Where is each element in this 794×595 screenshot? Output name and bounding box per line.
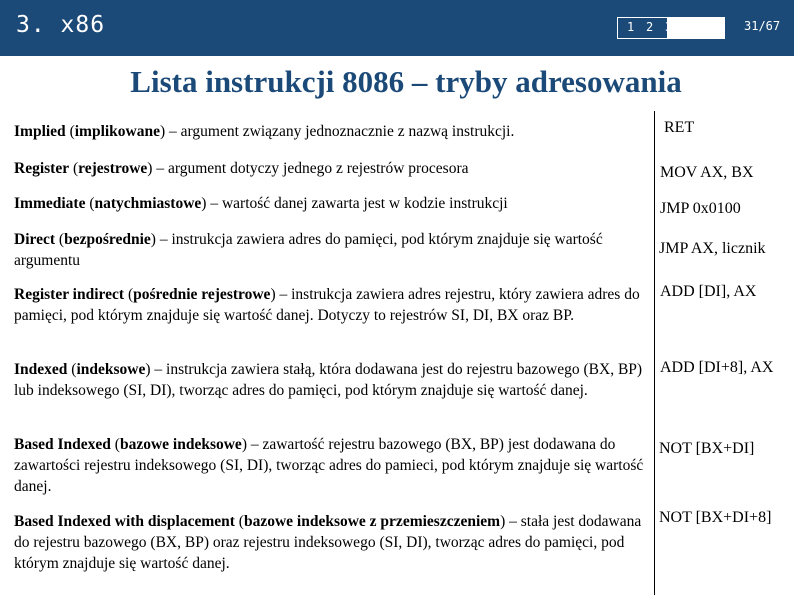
mode-text: – zawartość rejestru bazowego (BX, BP) jest dodawana do zawartości rejestru indeksowego (SI, DI), tworząc adres do pamieci, pod którym znajduje się wartość danej. xyxy=(14,436,644,495)
mode-example: ADD [DI], AX xyxy=(660,283,757,300)
slide-title: Lista instrukcji 8086 – tryby adresowania xyxy=(130,64,682,99)
mode-text: – argument dotyczy jednego z rejestrów procesora xyxy=(152,160,469,177)
mode-name-pl: bazowe indeksowe xyxy=(119,436,242,453)
mode-name: Register xyxy=(14,160,70,177)
mode-example: NOT [BX+DI] xyxy=(659,440,755,457)
mode-name-pl: bazowe indeksowe z przemieszczeniem xyxy=(243,513,501,530)
mode-name: Implied xyxy=(14,123,66,140)
mode-description: Direct (bezpośrednie) – instrukcja zawiera adres do pamięci, pod którym znajduje się wartość argumentu xyxy=(14,231,603,269)
mode-description: Based Indexed with displacement (bazowe indeksowe z przemieszczeniem) – stała jest dodawana do rejestru bazowego (BX, BP) oraz rejestru indeksowego (SI, DI), tworząc adres do pamięci, pod którym znajduje się wartość danej. xyxy=(14,513,642,572)
mode-example: JMP AX, licznik xyxy=(659,240,766,257)
mode-name-pl: natychmiastowe xyxy=(94,195,202,212)
mode-description: Implied (implikowane) – argument związany jednoznacznie z nazwą instrukcji. xyxy=(14,123,515,140)
mode-example: JMP 0x0100 xyxy=(660,200,741,217)
mode-name-pl: rejestrowe xyxy=(78,160,148,177)
progress-page-2[interactable]: 2 xyxy=(646,20,654,34)
mode-name: Based Indexed xyxy=(14,436,111,453)
mode-description: Register (rejestrowe) – argument dotyczy jednego z rejestrów procesora xyxy=(14,160,469,177)
mode-name: Direct xyxy=(14,231,56,248)
mode-text: – wartość danej zawarta jest w kodzie instrukcji xyxy=(206,195,508,212)
mode-text: – instrukcja zawiera stałą, która dodawana jest do rejestru bazowego (BX, BP) lub indeksowego (SI, DI), tworząc adres do pamięci, pod którym znajduje się wartość danej. xyxy=(14,361,643,399)
mode-name: Immediate xyxy=(14,195,86,212)
column-divider xyxy=(654,111,655,595)
mode-description: Based Indexed (bazowe indeksowe) – zawartość rejestru bazowego (BX, BP) jest dodawana do zawartości rejestru indeksowego (SI, DI), tworząc adres do pamieci, pod którym znajduje się wartość danej. xyxy=(14,436,644,495)
mode-text: – argument związany jednoznacznie z nazwą instrukcji. xyxy=(165,123,515,140)
progress-fill xyxy=(667,18,724,38)
mode-example: RET xyxy=(664,119,695,136)
mode-name-pl: indeksowe xyxy=(76,361,146,378)
mode-example: NOT [BX+DI+8] xyxy=(659,509,772,526)
mode-name: Indexed xyxy=(14,361,68,378)
progress-page-1[interactable]: 1 xyxy=(627,20,635,34)
mode-name-pl: implikowane xyxy=(74,123,160,140)
progress-indicator xyxy=(617,17,725,39)
mode-description: Immediate (natychmiastowe) – wartość danej zawarta jest w kodzie instrukcji xyxy=(14,195,508,212)
mode-name-pl: bezpośrednie xyxy=(64,231,151,248)
mode-description: Indexed (indeksowe) – instrukcja zawiera stałą, która dodawana jest do rejestru bazowego (BX, BP) lub indeksowego (SI, DI), tworząc adres do pamięci, pod którym znajduje się wartość danej. xyxy=(14,361,643,399)
mode-example: ADD [DI+8], AX xyxy=(660,359,774,376)
mode-text: – instrukcja zawiera adres do pamięci, pod którym znajduje się wartość argumentu xyxy=(14,231,603,269)
header-bar xyxy=(0,0,794,56)
mode-example: MOV AX, BX xyxy=(660,164,754,181)
mode-name-pl: pośrednie rejestrowe xyxy=(133,286,271,303)
mode-text: – instrukcja zawiera adres rejestru, który zawiera adres do pamięci, pod którym znajduje się wartość danej. Dotyczy to rejestrów SI, DI, BX oraz BP. xyxy=(14,286,640,324)
section-title: 3. x86 xyxy=(16,12,106,38)
page-counter: 31/67 xyxy=(744,19,781,33)
mode-name: Register indirect xyxy=(14,286,125,303)
mode-name: Based Indexed with displacement xyxy=(14,513,235,530)
mode-text: – stała jest dodawana do rejestru bazowego (BX, BP) oraz rejestru indeksowego (SI, DI), tworząc adres do pamięci, pod którym znajduje się wartość danej. xyxy=(14,513,642,572)
progress-page-3[interactable]: 3 xyxy=(665,20,673,34)
mode-description: Register indirect (pośrednie rejestrowe) – instrukcja zawiera adres rejestru, który zawiera adres do pamięci, pod którym znajduje się wartość danej. Dotyczy to rejestrów SI, DI, BX oraz BP. xyxy=(14,286,640,324)
